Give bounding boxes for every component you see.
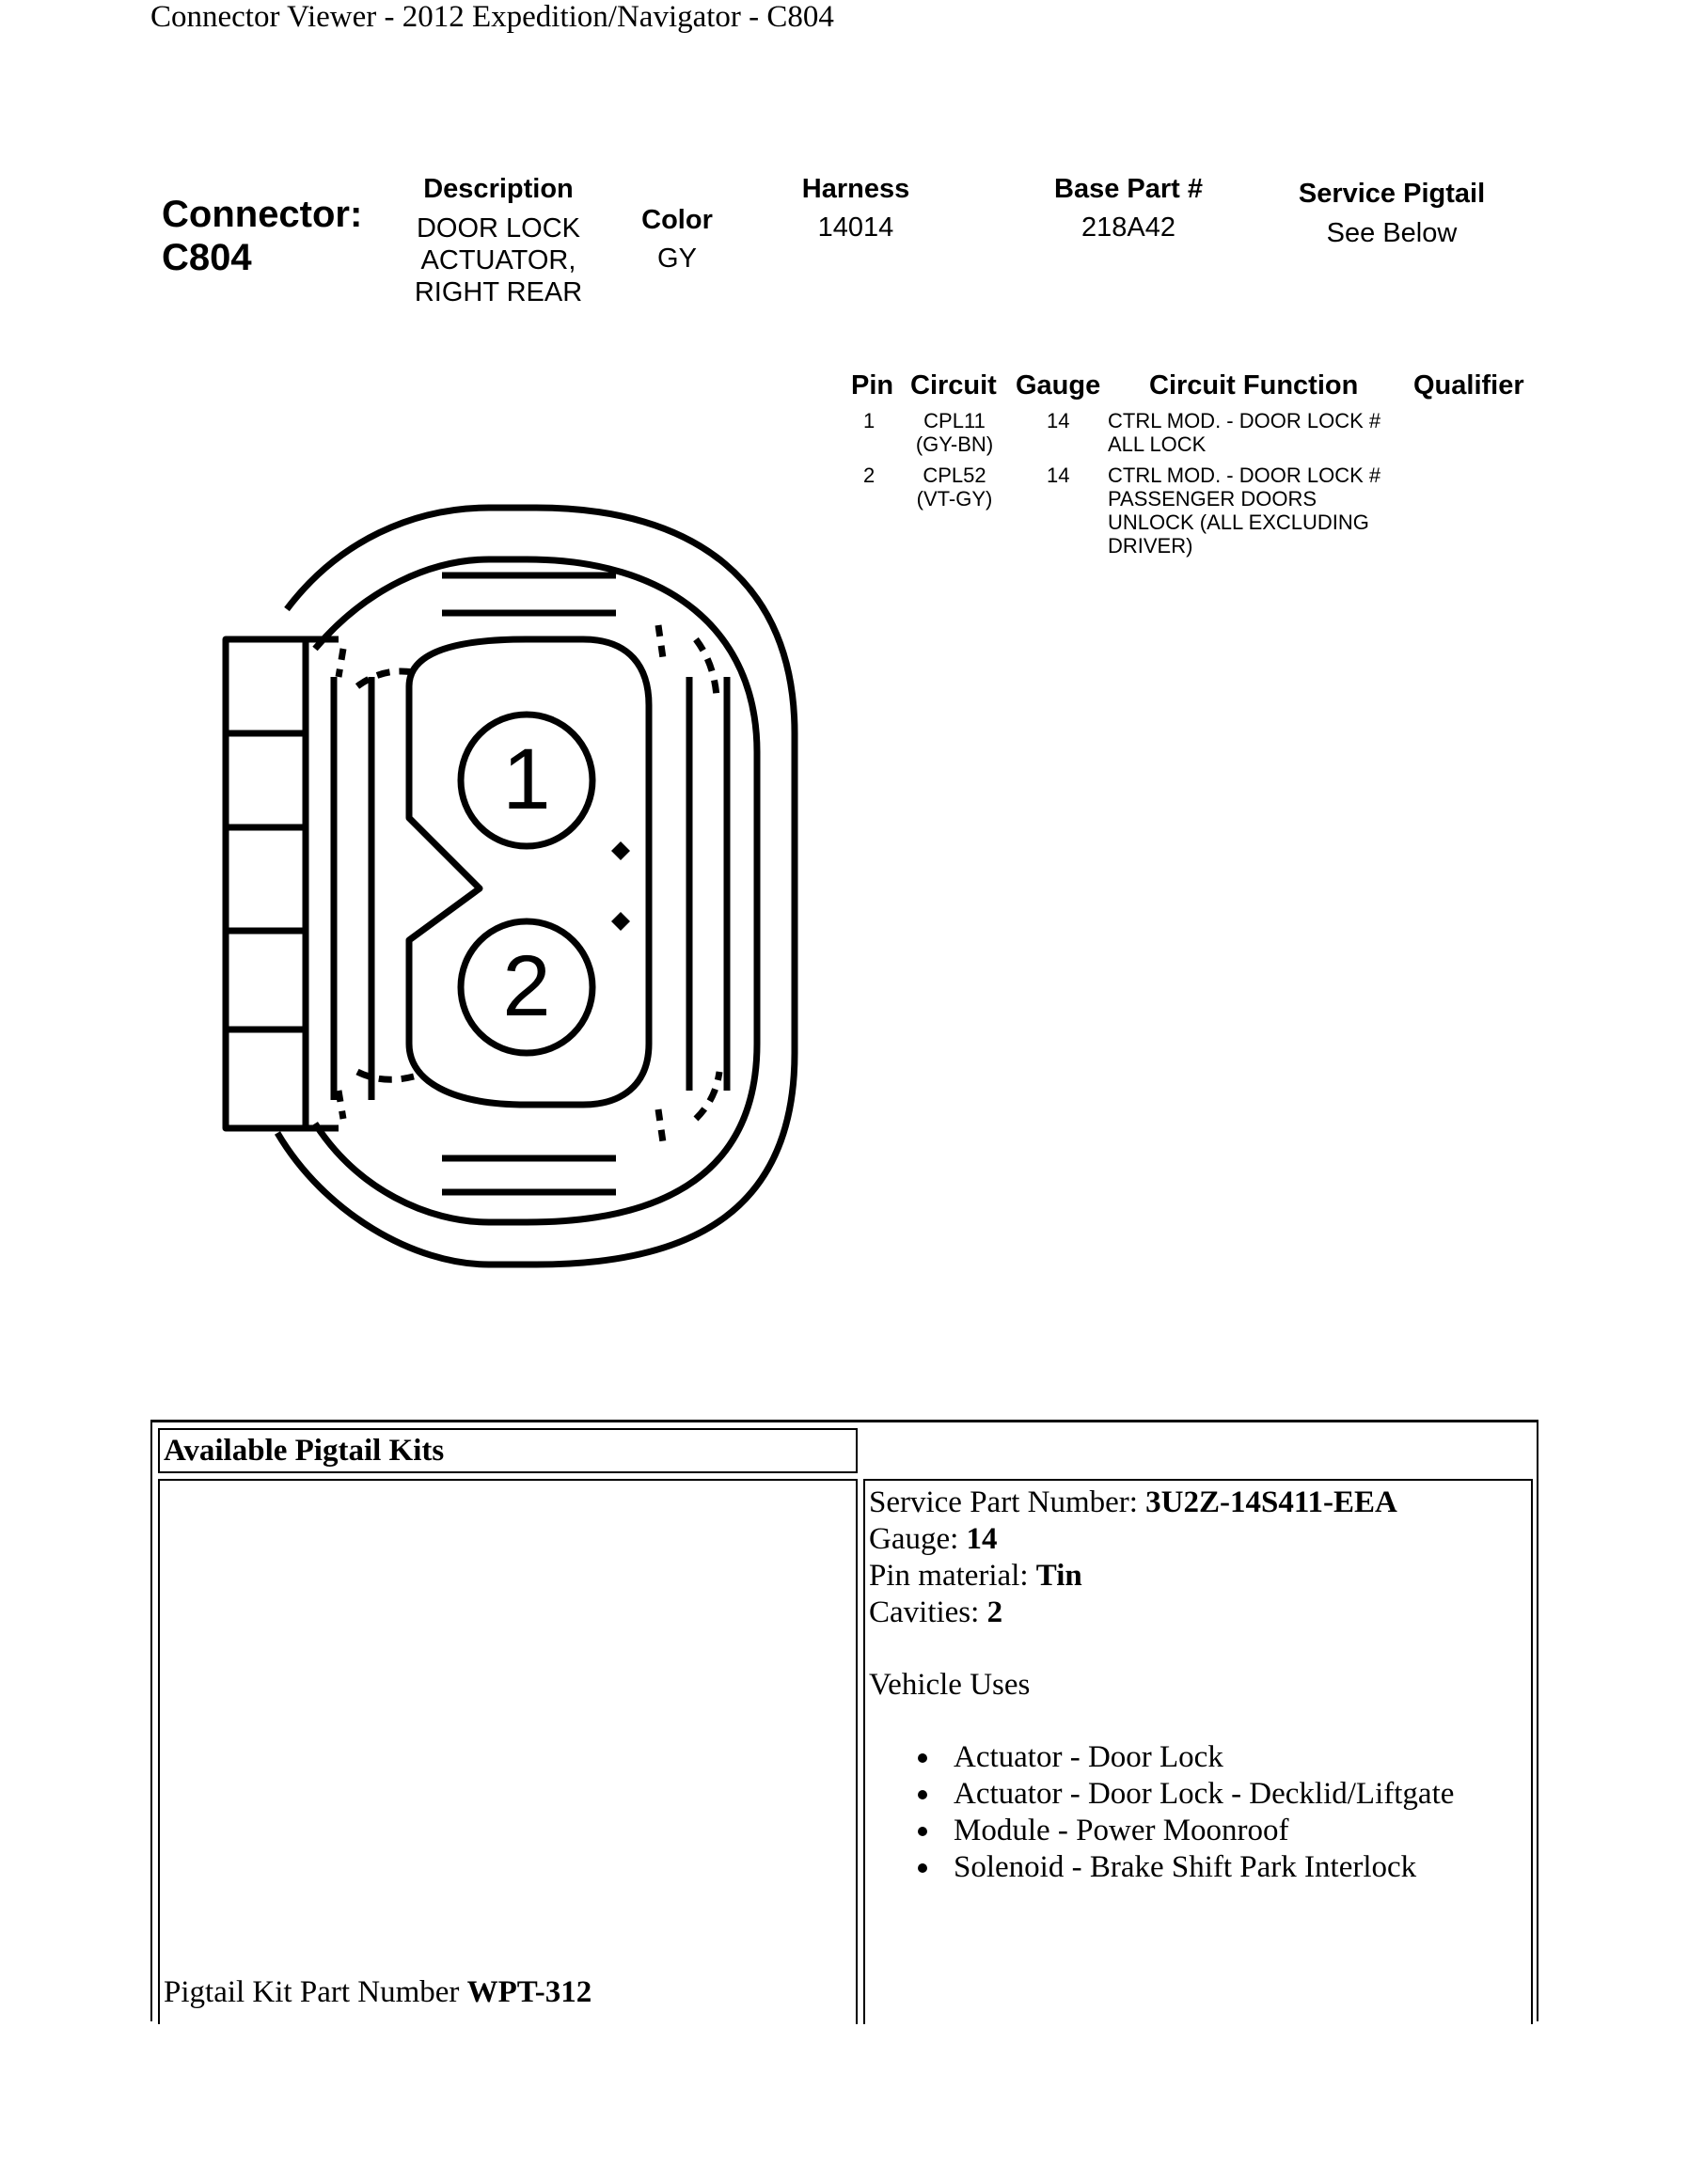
description-line: DOOR LOCK — [416, 213, 581, 244]
service-part-number: 3U2Z-14S411-EEA — [1145, 1485, 1397, 1519]
service-part-label: Service Part Number: — [869, 1485, 1146, 1519]
table-row-gauge: 14 — [1047, 464, 1070, 487]
kit-part-label: Pigtail Kit Part Number — [164, 1975, 467, 2009]
connector-label: Connector: — [162, 194, 363, 235]
function-col-header: Circuit Function — [1149, 370, 1359, 401]
base-part-value: 218A42 — [1081, 212, 1175, 243]
table-row-gauge: 14 — [1047, 409, 1070, 432]
gauge-label: Gauge: — [869, 1522, 967, 1556]
pin-material-label: Pin material: — [869, 1559, 1036, 1593]
pin-material-value: Tin — [1035, 1559, 1082, 1593]
base-part-header: Base Part # — [1054, 174, 1203, 204]
connector-id: C804 — [162, 237, 252, 278]
vehicle-uses-list — [907, 1739, 1454, 1886]
harness-value: 14014 — [817, 212, 894, 243]
pigtail-kits-header: Available Pigtail Kits — [164, 1434, 445, 1468]
circuit-color: (GY-BN) — [915, 432, 994, 456]
function-line: PASSENGER DOORS — [1108, 487, 1317, 511]
connector-outline — [226, 508, 795, 1265]
function-line: UNLOCK (ALL EXCLUDING — [1108, 511, 1369, 534]
function-line: DRIVER) — [1108, 534, 1193, 558]
circuit-id: CPL52 — [923, 464, 986, 487]
circuit-color: (VT-GY) — [916, 487, 993, 511]
description-header: Description — [423, 174, 574, 204]
pin-material-line — [869, 1558, 1454, 1595]
cavity-1-label: 1 — [502, 731, 551, 827]
cavity-2-label: 2 — [502, 938, 551, 1034]
cavities-line — [869, 1595, 1454, 1631]
function-line: CTRL MOD. - DOOR LOCK # — [1108, 464, 1381, 487]
description-line: RIGHT REAR — [414, 277, 583, 307]
cavities-value: 2 — [986, 1595, 1003, 1629]
pigtail-kit-details — [869, 1485, 1454, 1886]
pin-col-header: Pin — [851, 370, 894, 401]
list-item: Solenoid - Brake Shift Park Interlock — [907, 1849, 1454, 1886]
gauge-value: 14 — [966, 1522, 998, 1556]
cavities-label: Cavities: — [869, 1595, 987, 1629]
gauge-col-header: Gauge — [1016, 370, 1101, 401]
service-pigtail-header: Service Pigtail — [1298, 179, 1486, 209]
keying-marks — [611, 841, 630, 931]
pigtail-kit-right-cell — [863, 1479, 1533, 2024]
table-row-pin: 2 — [863, 464, 876, 487]
qualifier-col-header: Qualifier — [1413, 370, 1524, 401]
table-row-pin: 1 — [863, 409, 876, 432]
vehicle-uses-label: Vehicle Uses — [869, 1668, 1031, 1702]
gauge-line — [869, 1521, 1454, 1558]
description-line: ACTUATOR, — [420, 245, 576, 275]
pigtail-kits-header-cell — [158, 1428, 858, 1473]
kit-part-number: WPT-312 — [466, 1975, 592, 2009]
pigtail-kits-frame — [150, 1420, 1538, 2021]
pigtail-kit-left-cell — [158, 1479, 858, 2024]
circuit-col-header: Circuit — [910, 370, 997, 401]
circuit-id: CPL11 — [923, 409, 986, 432]
list-item: Module - Power Moonroof — [907, 1813, 1454, 1849]
service-part-line — [869, 1485, 1454, 1521]
function-line: CTRL MOD. - DOOR LOCK # — [1108, 409, 1381, 432]
pigtail-kit-part-line — [164, 1974, 592, 2011]
color-header: Color — [641, 205, 713, 235]
list-item: Actuator - Door Lock - Decklid/Liftgate — [907, 1776, 1454, 1813]
function-line: ALL LOCK — [1108, 432, 1207, 456]
color-value: GY — [657, 244, 697, 274]
service-pigtail-value: See Below — [1326, 218, 1458, 248]
list-item: Actuator - Door Lock — [907, 1739, 1454, 1776]
harness-header: Harness — [801, 174, 910, 204]
page-title: Connector Viewer - 2012 Expedition/Navigator - C804 — [150, 0, 834, 34]
